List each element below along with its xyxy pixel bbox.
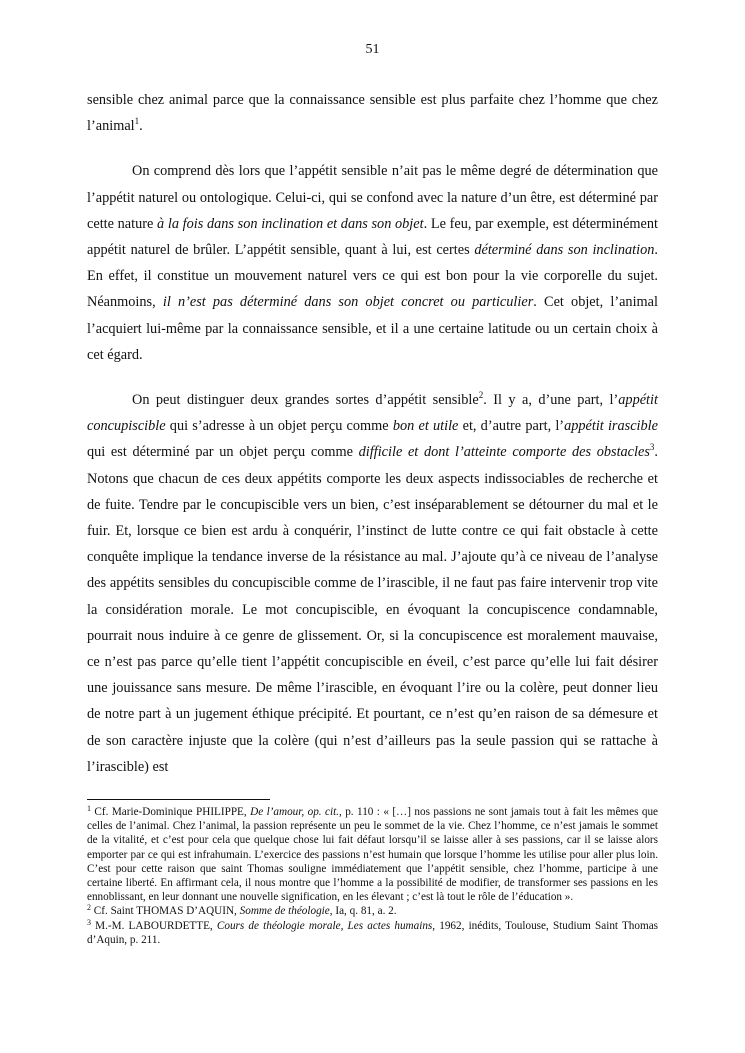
footnote-reference: 3: [649, 442, 655, 453]
emphasis-text: il n’est pas déterminé dans son objet concret ou particulier: [162, 294, 534, 311]
text-run: . Cet objet, l’animal l’acquiert lui-même par la connaissance sensible, et il a une certaine latitude ou un certain choix à cet égard.: [87, 294, 658, 363]
text-run: . Il y a, d’une part, l’: [483, 392, 619, 409]
footnote-reference: 1: [87, 804, 91, 813]
body-text: [87, 87, 658, 780]
emphasis-text: appétit irascible: [564, 418, 658, 435]
emphasis-text: Somme de théologie: [239, 905, 330, 918]
emphasis-text: à la fois dans son inclination et dans son objet: [157, 215, 424, 232]
text-run: . En effet, il constitue un mouvement naturel vers ce qui est bon pour la vie corporelle du sujet. Néanmoins,: [87, 242, 658, 311]
emphasis-text: déterminé dans son inclination: [474, 242, 655, 259]
text-run: . Notons que chacun de ces deux appétits comporte les deux aspects indissociables de recherche et de fuite. Tendre par le concupiscible vers un bien, c’est inséparablement se détourner du mal et le fuir. Et, lorsque ce bien est ardu à conquérir, l’instinct de lutte contre ce qui fait obstacle à cette conquête implique la tendance inverse de la résistance au mal. J’ajoute qu’à ce niveau de l’analyse des appétits sensibles du concupiscible comme de l’irascible, il ne faut pas faire intervenir trop vite la considération morale. Le mot concupiscible, en évoquant la concupiscence condamnable, pourrait nous induire à ce genre de glissement. Or, si la concupiscence est moralement mauvaise, ce n’est pas parce qu’elle tient l’appétit concupiscible en éveil, c’est parce qu’elle lui fait désirer une jouissance sans mesure. De même l’irascible, en évoquant l’ire ou la colère, peut donner lieu de notre part à un jugement éthique précipité. Et pourtant, ce n’est qu’en raison de sa démesure et de son caractère injuste que la colère (qui n’est d’ailleurs pas la seule passion qui se rattache à l’irascible) est: [87, 444, 658, 775]
text-run: p. 110 : « […] nos passions ne sont jamais tout à fait les mêmes que celles de l’animal. Chez l’animal, la passion représente un peu le sommet de la vie. Chez l’homme, ce n’est jamais le sommet de la vitalité, et c’est pour cela que quelque chose lui fait défaut lorsqu’il se laisse aller à ses passions, car il se laisse alors emporter par ce qui est infrahumain. L’exercice des passions n’est humain que lorsque l’homme les utilise pour aller plus loin. C’est pour cette raison que saint Thomas souligne immédiatement que l’appétit sensible, chez l’homme, participe à une certaine liberté. En affirmant cela, il nous montre que l’homme a la possibilité de modifier, de transformer ses passions en les ennoblissant, en leur donnant une nouvelle signification, en les élevant ; c’est là tout le rôle de l’éducation ».: [87, 806, 659, 904]
text-run: .: [139, 118, 143, 135]
text-run: On peut distinguer deux grandes sortes d’appétit sensible: [132, 392, 479, 409]
footnotes: [87, 805, 658, 947]
text-run: Cf. Marie-Dominique PHILIPPE,: [91, 806, 251, 818]
emphasis-text: appétit concupiscible: [87, 392, 658, 435]
text-run: On comprend dès lors que l’appétit sensible n’ait pas le même degré de détermination que l’appétit naturel ou ontologique. Celui-ci, qui se confond avec la nature d’un être, est déterminé par cette nature: [87, 163, 658, 232]
text-run: , Ia, q. 81, a. 2.: [329, 905, 397, 918]
paragraph-3: [87, 387, 658, 780]
text-run: qui s’adresse à un objet perçu comme: [165, 418, 393, 435]
emphasis-text: Cours de théologie morale, Les actes humains,: [216, 919, 436, 932]
footnote-2: [87, 904, 658, 918]
emphasis-text: De l’amour, op. cit.,: [250, 806, 342, 818]
footnote-3: [87, 919, 658, 947]
paragraph-1: [87, 87, 658, 139]
footnote-reference: 2: [478, 390, 484, 401]
footnote-reference: 2: [87, 903, 91, 913]
emphasis-text: difficile et dont l’atteinte comporte des obstacles: [358, 444, 650, 461]
text-run: et, d’autre part, l’: [458, 418, 565, 435]
footnote-reference: 1: [134, 116, 140, 127]
footnote-separator: [87, 799, 270, 800]
text-run: . Le feu, par exemple, est déterminément appétit naturel de brûler. L’appétit sensible, quant à lui, est certes: [87, 215, 658, 259]
footnote-reference: 3: [87, 917, 91, 927]
page-number: 51: [365, 42, 380, 57]
paragraph-2: [87, 158, 658, 368]
emphasis-text: bon et utile: [392, 418, 459, 435]
text-run: 1962, inédits, Toulouse, Studium Saint Thomas d’Aquin, p. 211.: [87, 919, 659, 946]
text-run: qui est déterminé par un objet perçu comme: [87, 444, 359, 461]
text-run: Cf. Saint THOMAS D’AQUIN,: [91, 905, 240, 918]
text-run: sensible chez animal parce que la connaissance sensible est plus parfaite chez l’homme que chez l’animal: [87, 92, 658, 135]
text-run: M.-M. LABOURDETTE,: [91, 919, 217, 932]
footnote-1: [87, 805, 658, 904]
